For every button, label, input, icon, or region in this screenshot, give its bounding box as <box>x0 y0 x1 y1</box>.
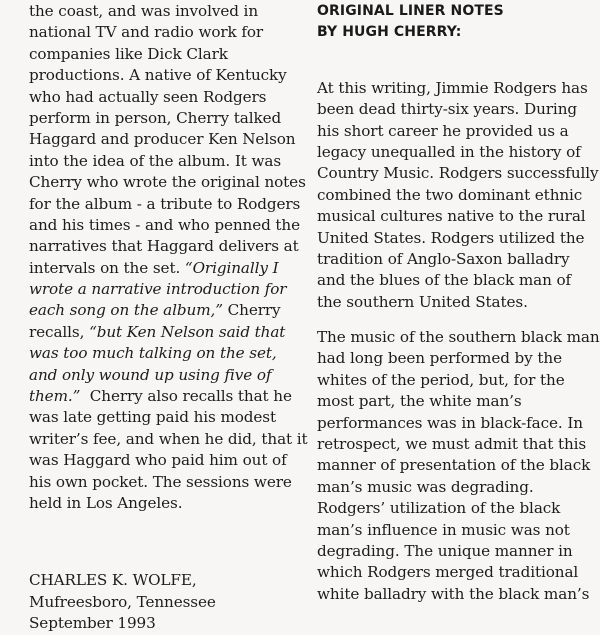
text-line: had long been performed by the <box>317 349 562 368</box>
text-line: narratives that Haggard delivers at <box>29 237 299 256</box>
text-line: companies like Dick Clark <box>29 44 228 63</box>
text-line: whites of the period, but, for the <box>317 370 565 389</box>
text-span: Cherry <box>227 301 281 320</box>
text-line: productions. A native of Kentucky <box>29 66 287 85</box>
quote-line: wrote a narrative introduction for <box>29 280 287 299</box>
text-line: man’s influence in music was not <box>317 520 570 539</box>
text-line: which Rodgers merged traditional <box>317 563 579 582</box>
text-line: Country Music. Rodgers successfully <box>317 164 599 183</box>
section-heading <box>317 1 589 44</box>
spacer <box>317 44 589 78</box>
text-line <box>29 300 297 321</box>
heading-line: ORIGINAL LINER NOTES <box>317 3 504 19</box>
text-line: perform in person, Cherry talked <box>29 108 282 127</box>
text-line: Cherry who wrote the original notes <box>29 173 306 192</box>
text-line: most part, the white man’s <box>317 392 522 411</box>
text-line: Haggard and producer Ken Nelson <box>29 130 296 149</box>
text-line: who had actually seen Rodgers <box>29 87 267 106</box>
text-line: held in Los Angeles. <box>29 493 183 512</box>
text-line: and his times - and who penned the <box>29 215 300 234</box>
text-line: man’s music was degrading. <box>317 477 534 496</box>
paragraph-2 <box>317 327 600 605</box>
text-line: for the album - a tribute to Rodgers <box>29 194 301 213</box>
quote-span: them.” <box>29 387 81 406</box>
text-line: retrospect, we must admit that this <box>317 435 587 454</box>
text-line: white balladry with the black man’s <box>317 584 590 603</box>
heading-line: BY HUGH CHERRY: <box>317 24 462 41</box>
text-line: musical cultures native to the rural <box>317 207 586 226</box>
text-line: United States. Rodgers utilized the <box>317 228 585 247</box>
text-line: The music of the southern black man <box>317 328 600 347</box>
paragraph-1 <box>317 78 599 313</box>
text-line: his own pocket. The sessions were <box>29 472 292 491</box>
quote-span: “but Ken Nelson said that <box>89 322 286 341</box>
text-line: the coast, and was involved in <box>29 2 258 20</box>
text-line: writer’s fee, and when he did, that it <box>29 429 308 448</box>
text-line: into the idea of the album. It was <box>29 151 282 170</box>
text-line: At this writing, Jimmie Rodgers has <box>317 78 588 97</box>
text-line: national TV and radio work for <box>29 23 264 42</box>
text-line: performances was in black-face. In <box>317 413 583 432</box>
text-line <box>29 258 297 279</box>
quote-line: was too much talking on the set, <box>29 344 277 363</box>
text-line: legacy unequalled in the history of <box>317 142 581 161</box>
quote-span: each song on the album,” <box>29 301 223 320</box>
text-span: Cherry also recalls that he <box>89 387 292 406</box>
signature-name: CHARLES K. WOLFE, <box>29 571 197 590</box>
essay-paragraph <box>29 1 308 514</box>
text-line: manner of presentation of the black <box>317 456 591 475</box>
text-span: intervals on the set. <box>29 258 181 277</box>
text-line: his short career he provided us a <box>317 121 569 140</box>
spacer <box>29 514 297 570</box>
text-line: tradition of Anglo-Saxon balladry <box>317 249 570 268</box>
text-line <box>29 322 297 343</box>
author-signature <box>29 570 297 634</box>
text-line: and the blues of the black man of <box>317 271 572 290</box>
spacer <box>317 313 589 327</box>
signature-place: Mufreesboro, Tennessee <box>29 592 216 611</box>
quote-line: and only wound up using five of <box>29 365 272 384</box>
text-line <box>29 386 297 407</box>
text-line: was Haggard who paid him out of <box>29 451 287 470</box>
text-line: degrading. The unique manner in <box>317 541 573 560</box>
text-line: been dead thirty-six years. During <box>317 100 577 119</box>
left-column <box>29 1 308 635</box>
signature-date: September 1993 <box>29 614 156 633</box>
text-span: recalls, <box>29 322 85 341</box>
text-line: Rodgers’ utilization of the black <box>317 499 561 518</box>
quote-span: “Originally I <box>184 258 279 277</box>
text-line: the southern United States. <box>317 292 528 311</box>
text-line: combined the two dominant ethnic <box>317 185 583 204</box>
right-column <box>317 1 600 605</box>
text-line: was late getting paid his modest <box>29 408 277 427</box>
